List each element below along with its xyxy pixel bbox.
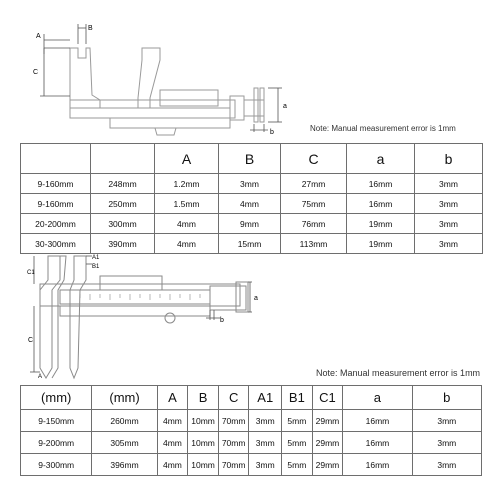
table-row bbox=[21, 194, 483, 214]
table-cell: 70mm bbox=[218, 410, 249, 432]
dim-label-c: C bbox=[28, 337, 34, 344]
dim-label-a: A bbox=[36, 33, 41, 40]
header-cell: A bbox=[157, 386, 188, 410]
dim-label-a: A bbox=[38, 374, 43, 380]
table-cell: 396mm bbox=[92, 454, 157, 476]
table-cell: 9-150mm bbox=[21, 410, 92, 432]
dim-label-c1: C1 bbox=[27, 270, 35, 276]
table-cell: 16mm bbox=[347, 174, 415, 194]
table-cell: 3mm bbox=[249, 454, 282, 476]
dim-label-small-a: a bbox=[283, 103, 287, 110]
table-cell: 5mm bbox=[282, 454, 313, 476]
table-cell: 10mm bbox=[188, 410, 219, 432]
table-cell: 16mm bbox=[343, 432, 412, 454]
table-cell: 9-160mm bbox=[21, 194, 91, 214]
table-cell: 250mm bbox=[91, 194, 155, 214]
header-cell: a bbox=[343, 386, 412, 410]
dim-label-c: C bbox=[33, 69, 39, 76]
measurement-note-top: Note: Manual measurement error is 1mm bbox=[310, 124, 456, 133]
table-cell: 16mm bbox=[343, 410, 412, 432]
table-row bbox=[21, 174, 483, 194]
table-cell: 3mm bbox=[412, 432, 481, 454]
header-cell: A1 bbox=[249, 386, 282, 410]
dim-label-small-b: b bbox=[270, 129, 274, 136]
header-cell: B bbox=[188, 386, 219, 410]
table-cell: 3mm bbox=[249, 410, 282, 432]
table-cell: 9-300mm bbox=[21, 454, 92, 476]
table-cell: 3mm bbox=[415, 214, 483, 234]
table-cell: 4mm bbox=[157, 410, 188, 432]
table-cell: 3mm bbox=[249, 432, 282, 454]
table-cell: 300mm bbox=[91, 214, 155, 234]
table-row bbox=[21, 410, 482, 432]
caliper-diagram-top bbox=[0, 0, 500, 140]
table-cell: 10mm bbox=[188, 454, 219, 476]
header-cell: C bbox=[218, 386, 249, 410]
header-cell: A bbox=[155, 144, 219, 174]
dim-label-b: B bbox=[88, 25, 93, 32]
header-cell: b bbox=[412, 386, 481, 410]
table-cell: 70mm bbox=[218, 432, 249, 454]
table-cell: 3mm bbox=[219, 174, 281, 194]
header-cell: b bbox=[415, 144, 483, 174]
caliper-diagram-bottom bbox=[0, 250, 500, 380]
table-cell: 4mm bbox=[155, 234, 219, 254]
table-cell: 4mm bbox=[219, 194, 281, 214]
table-cell: 3mm bbox=[412, 454, 481, 476]
table-cell: 113mm bbox=[281, 234, 347, 254]
table-cell: 4mm bbox=[155, 214, 219, 234]
table-cell: 3mm bbox=[415, 194, 483, 214]
table-cell: 19mm bbox=[347, 234, 415, 254]
table-cell: 75mm bbox=[281, 194, 347, 214]
header-cell: a bbox=[347, 144, 415, 174]
table-cell: 27mm bbox=[281, 174, 347, 194]
table-cell: 10mm bbox=[188, 432, 219, 454]
table-cell: 5mm bbox=[282, 432, 313, 454]
table-cell: 70mm bbox=[218, 454, 249, 476]
table-cell: 4mm bbox=[157, 432, 188, 454]
table-header-row bbox=[21, 144, 483, 174]
table-cell: 9mm bbox=[219, 214, 281, 234]
table-cell: 4mm bbox=[157, 454, 188, 476]
table-cell: 9-200mm bbox=[21, 432, 92, 454]
header-cell: (mm) bbox=[21, 386, 92, 410]
table-cell: 29mm bbox=[312, 432, 343, 454]
table-row bbox=[21, 454, 482, 476]
table-cell: 260mm bbox=[92, 410, 157, 432]
table-cell: 30-300mm bbox=[21, 234, 91, 254]
header-cell: C1 bbox=[312, 386, 343, 410]
header-cell bbox=[91, 144, 155, 174]
dim-label-small-b: b bbox=[220, 317, 224, 324]
table-header-row bbox=[21, 386, 482, 410]
table-cell: 19mm bbox=[347, 214, 415, 234]
table-cell: 9-160mm bbox=[21, 174, 91, 194]
table-cell: 29mm bbox=[312, 410, 343, 432]
table-cell: 16mm bbox=[343, 454, 412, 476]
table-cell: 5mm bbox=[282, 410, 313, 432]
table-cell: 248mm bbox=[91, 174, 155, 194]
table-cell: 3mm bbox=[415, 174, 483, 194]
header-cell: C bbox=[281, 144, 347, 174]
table-cell: 20-200mm bbox=[21, 214, 91, 234]
table-row bbox=[21, 214, 483, 234]
table-cell: 76mm bbox=[281, 214, 347, 234]
table-cell: 29mm bbox=[312, 454, 343, 476]
header-cell: B bbox=[219, 144, 281, 174]
header-cell: (mm) bbox=[92, 386, 157, 410]
table-cell: 305mm bbox=[92, 432, 157, 454]
table-cell: 16mm bbox=[347, 194, 415, 214]
table-cell: 3mm bbox=[412, 410, 481, 432]
dim-label-b1: B1 bbox=[92, 264, 100, 270]
table-cell: 15mm bbox=[219, 234, 281, 254]
spec-table-bottom bbox=[20, 385, 482, 476]
dim-label-a1: A1 bbox=[92, 255, 100, 261]
measurement-note-bottom: Note: Manual measurement error is 1mm bbox=[316, 368, 481, 378]
dim-label-small-a: a bbox=[254, 295, 258, 302]
header-cell bbox=[21, 144, 91, 174]
table-row bbox=[21, 432, 482, 454]
table-cell: 390mm bbox=[91, 234, 155, 254]
table-cell: 1.5mm bbox=[155, 194, 219, 214]
table-cell: 1.2mm bbox=[155, 174, 219, 194]
table-cell: 3mm bbox=[415, 234, 483, 254]
header-cell: B1 bbox=[282, 386, 313, 410]
spec-table-top bbox=[20, 143, 483, 254]
